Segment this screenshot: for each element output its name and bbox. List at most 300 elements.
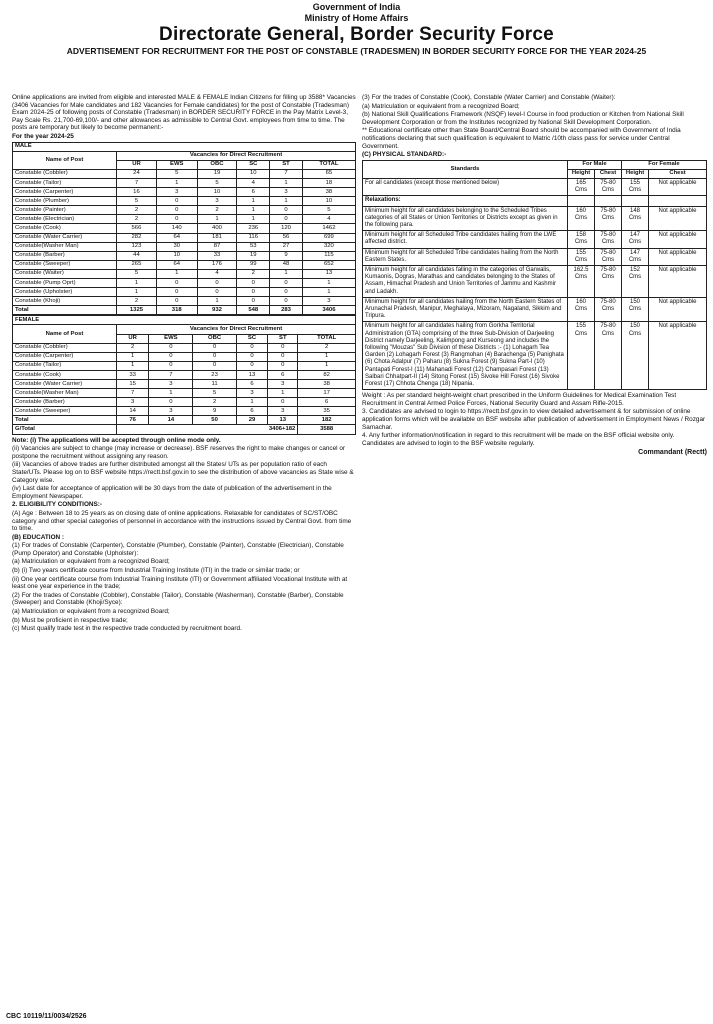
vacancy-cell: 3 [117,398,149,407]
vacancy-cell: 11 [193,380,236,389]
vacancy-cell: 140 [156,224,197,233]
female-col-header: SC [236,334,268,343]
female-chest [649,196,707,206]
vacancy-cell: 0 [270,278,303,287]
vacancy-cell: 1 [237,215,270,224]
table-row [13,370,356,379]
vacancy-cell: 282 [117,233,157,242]
vacancy-cell: 0 [268,398,298,407]
table-row [13,224,356,233]
male-height: 160 Cms [568,297,595,322]
male-h-vac: Vacancies for Direct Recruitment [117,151,356,160]
vacancy-cell: 0 [236,352,268,361]
male-label: MALE [13,142,356,151]
table-row [13,407,356,416]
table-row [13,215,356,224]
female-col-header: ST [268,334,298,343]
vacancy-cell: 99 [237,260,270,269]
vacancy-cell: 17 [298,389,356,398]
male-chest: 75-80 Cms [595,178,622,195]
vacancy-cell: 116 [237,233,270,242]
table-row [363,297,707,322]
vacancy-cell: 0 [270,215,303,224]
vacancy-cell: 2 [117,297,157,306]
vacancy-cell: 1 [117,352,149,361]
vacancy-cell: 44 [117,251,157,260]
vacancy-cell: 1 [156,269,197,278]
vacancy-cell: 652 [302,260,355,269]
vacancy-cell: 53 [237,242,270,251]
male-height: 155 Cms [568,322,595,390]
vacancy-cell: 7 [270,169,303,178]
vacancy-cell: 0 [270,297,303,306]
female-height: 150 Cms [622,297,649,322]
vacancy-cell: 3 [268,380,298,389]
female-chest: Not applicable [649,248,707,265]
table-row [13,278,356,287]
male-col-header: ST [270,160,303,169]
female-col-header: UR [117,334,149,343]
table-row [363,196,707,206]
female-col-header: EWS [149,334,193,343]
vacancy-cell: 0 [197,288,237,297]
total-cell: 932 [197,306,237,315]
vacancy-cell: 0 [156,288,197,297]
vacancy-cell: 0 [149,343,193,352]
table-row [13,251,356,260]
vacancy-cell: 7 [117,178,157,187]
table-row [363,231,707,248]
vacancy-cell: 3 [302,297,355,306]
table-row [363,248,707,265]
total-cell: 283 [270,306,303,315]
vacancy-cell: 48 [270,260,303,269]
total-cell: 14 [149,416,193,425]
female-col-header: TOTAL [298,334,356,343]
vacancy-cell: 4 [197,269,237,278]
note-2: (ii) Vacancies are subject to change (may increase or decrease). BSF reserves the right to make changes or cancel or postpone the recruitment without assigning any reason. [12,445,346,460]
standard-text: Minimum height for all candidates belonging to the Scheduled Tribes categories of all States or Union Territories or Districts except as given in the following para. [363,206,568,231]
post-name: Constable (Tailor) [13,361,117,370]
female-chest: Not applicable [649,178,707,195]
vacancy-cell: 9 [193,407,236,416]
vacancy-cell: 0 [149,361,193,370]
standard-text: For all candidates (except those mentioned below) [363,178,568,195]
post-name: Constable (Waiter) [13,269,117,278]
page-title: Directorate General, Border Security Force [159,24,554,45]
vacancy-cell: 5 [193,389,236,398]
vacancy-cell: 7 [149,370,193,379]
male-col-header: EWS [156,160,197,169]
phys-title: (C) PHYSICAL STANDARD:- [362,151,447,159]
table-row [13,380,356,389]
vacancy-cell: 15 [117,380,149,389]
vacancy-cell: 18 [302,178,355,187]
female-col-header: OBC [193,334,236,343]
vacancy-cell: 6 [237,188,270,197]
vacancy-cell: 3 [270,188,303,197]
note-4: (iv) Last date for acceptance of application will be 30 days from the date of publication of the advertisement in the Employment Newspaper. [12,485,332,500]
table-row [13,197,356,206]
vacancy-cell: 5 [302,206,355,215]
female-height: 152 Cms [622,265,649,297]
vacancy-cell: 2 [117,206,157,215]
vacancy-cell: 87 [197,242,237,251]
edu-6: (a) Matriculation or equivalent from a recognized Board; [12,608,170,616]
vacancy-cell: 1 [268,389,298,398]
total-cell: 13 [268,416,298,425]
total-cell: 1325 [117,306,157,315]
vacancy-cell: 1 [117,288,157,297]
gov-label: Government of India [312,2,401,12]
vacancy-cell: 320 [302,242,355,251]
male-col-header: SC [237,160,270,169]
male-vacancy-table [12,142,356,316]
vacancy-cell: 10 [197,188,237,197]
vacancy-cell: 10 [156,251,197,260]
table-row [13,361,356,370]
table-row [363,322,707,390]
phys-h-mc: Chest [595,169,622,178]
vacancy-cell: 13 [236,370,268,379]
phys-h-std: Standards [363,160,568,178]
male-col-header: UR [117,160,157,169]
male-chest: 75-80 Cms [595,322,622,390]
note-1: Note: (i) The applications will be accepted through online mode only. [12,436,221,444]
post-name: Constable (Carpenter) [13,352,117,361]
weight-text: Weight : As per standard height-weight chart prescribed in the Uniform Guidelines for Medical Examination Test Recruitment in Central Armed Police Forces, National Security Guard and Assam Rifle-2015. [362,392,677,407]
vacancy-cell: 6 [236,380,268,389]
male-chest: 75-80 Cms [595,265,622,297]
vacancy-cell: 3 [197,197,237,206]
notes [12,437,356,501]
female-height: 155 Cms [622,178,649,195]
female-chest: Not applicable [649,322,707,390]
table-row [13,178,356,187]
vacancy-cell: 1 [197,297,237,306]
post-name: Constable (Upholster) [13,288,117,297]
post-name: Constable (Cobbler) [13,343,117,352]
vacancy-cell: 1 [117,361,149,370]
male-chest [595,196,622,206]
vacancy-cell: 33 [117,370,149,379]
vacancy-cell: 2 [117,215,157,224]
table-row [13,169,356,178]
vacancy-cell: 3 [156,188,197,197]
female-chest: Not applicable [649,231,707,248]
vacancy-cell: 1 [302,278,355,287]
post-name: Constable (Tailor) [13,178,117,187]
table-row [13,389,356,398]
vacancy-cell: 0 [156,197,197,206]
male-height: 162.5 Cms [568,265,595,297]
eligibility-title: 2. ELIGIBILITY CONDITIONS:- [12,501,103,509]
male-height [568,196,595,206]
vacancy-cell: 0 [193,361,236,370]
advert-subtitle: ADVERTISEMENT FOR RECRUITMENT FOR THE POST OF CONSTABLE (TRADESMEN) IN BORDER SECURITY FORCE FOR THE YEAR 2024-25 [66,46,647,56]
vacancy-cell: 400 [197,224,237,233]
grand-total-row [13,425,356,434]
standard-text: Minimum height for all candidates hailing from the North Eastern States of Arunachal Pradesh, Manipur, Meghalaya, Mizoram, Nagaland, Sikkim and Tripura. [363,297,568,322]
post-name: Constable (Plumber) [13,197,117,206]
post-name: Constable (Khoji) [13,297,117,306]
edu3b: (b) National Skill Qualifications Framework (NSQF) level-I Course in food production or Kitchen from National Skill Development Corporation or from the Institutes recognized by National Skill Development Corporation. [362,111,684,126]
female-height: 150 Cms [622,322,649,390]
female-height: 148 Cms [622,206,649,231]
female-height: 147 Cms [622,248,649,265]
male-height: 165 Cms [568,178,595,195]
age-text: (A) Age : Between 18 to 25 years as on closing date of online applications. Relaxable for candidates of SC/ST/OBC category and other special categories of personnel in accordance with the instructions issued by Central Govt. from time to time. [12,509,352,533]
male-col-header: TOTAL [302,160,355,169]
table-row [13,352,356,361]
vacancy-cell: 0 [268,361,298,370]
vacancy-cell: 0 [237,297,270,306]
intro-text: Online applications are invited from eligible and interested MALE & FEMALE Indian Citizens for filling up 3588* Vacancies (3406 Vacancies for Male candidates and 182 Vacancies for Female candidates) for the post of Constable (Tradesman) Exam 2024-25 of following posts of Constable (Tradesman) in BORDER SECURITY FORCE in the Pay Matrix Level-3, Pay Scale Rs. 21,700-69,100/- and other allowances as admissible to Central Govt. employees from time to time. The posts are temporary but likely to become permanent:- [12,94,356,132]
ministry-label: Ministry of Home Affairs [304,13,409,23]
vacancy-cell: 0 [156,278,197,287]
table-row [363,178,707,195]
vacancy-cell: 0 [268,343,298,352]
post-name: Constable (Cook) [13,370,117,379]
vacancy-cell: 1 [149,389,193,398]
vacancy-cell: 19 [197,169,237,178]
vacancy-cell: 1 [236,398,268,407]
phys-h-female: For Female [622,160,707,169]
vacancy-cell: 38 [298,380,356,389]
vacancy-cell: 3 [268,407,298,416]
female-chest: Not applicable [649,206,707,231]
vacancy-cell: 0 [268,352,298,361]
female-height: 147 Cms [622,231,649,248]
phys-h-fc: Chest [649,169,707,178]
vacancy-cell: 4 [302,215,355,224]
edu-8: (c) Must qualify trade test in the respective trade conducted by recruitment board. [12,625,242,633]
vacancy-cell: 1 [270,197,303,206]
vacancy-cell: 265 [117,260,157,269]
edu-note: ** Educational certificate other than State Board/Central Board should be accompanied with Government of India notifications declaring that such qualification is equivalent to Matric /10th class pass for service under Central Government. [362,127,681,150]
female-label: FEMALE [13,316,356,325]
vacancy-cell: 3 [236,389,268,398]
vacancy-cell: 5 [117,197,157,206]
table-row [363,265,707,297]
header [4,2,709,56]
vacancy-cell: 5 [197,178,237,187]
post-name: Constable(Washer Man) [13,389,117,398]
vacancy-cell: 14 [117,407,149,416]
vacancy-cell: 6 [236,407,268,416]
total-row [13,416,356,425]
phys-h-fh: Height [622,169,649,178]
standard-text: Minimum height for all Scheduled Tribe candidates hailing from the LWE affected district. [363,231,568,248]
total-cell: 29 [236,416,268,425]
edu-4: (ii) One year certificate course from Industrial Training Institute (ITI) or Government affiliated Vocational Institute with at least one year experience in the trade; [12,575,348,591]
vacancy-cell: 3 [149,407,193,416]
vacancy-cell: 1 [298,352,356,361]
post-name: Constable (Water Carrier) [13,380,117,389]
grand-total-mid: 3406+182 [117,425,298,434]
vacancy-cell: 0 [156,215,197,224]
post-name: Constable (Water Carrier) [13,233,117,242]
table-row [13,343,356,352]
vacancy-cell: 0 [270,288,303,297]
vacancy-cell: 0 [197,278,237,287]
vacancy-cell: 0 [156,297,197,306]
vacancy-cell: 2 [197,206,237,215]
total-row [13,306,356,315]
vacancy-cell: 16 [117,188,157,197]
vacancy-cell: 0 [149,352,193,361]
vacancy-cell: 2 [298,343,356,352]
vacancy-cell: 33 [197,251,237,260]
total-label: Total [13,306,117,315]
vacancy-cell: 82 [298,370,356,379]
vacancy-cell: 120 [270,224,303,233]
vacancy-cell: 0 [237,288,270,297]
vacancy-cell: 1 [156,178,197,187]
vacancy-cell: 566 [117,224,157,233]
total-cell: 548 [237,306,270,315]
vacancy-cell: 1 [270,178,303,187]
vacancy-cell: 64 [156,233,197,242]
vacancy-cell: 2 [117,343,149,352]
vacancy-cell: 181 [197,233,237,242]
post-name: Constable(Washer Man) [13,242,117,251]
right-column [362,94,707,1004]
vacancy-cell: 6 [298,398,356,407]
para-3: 3. Candidates are advised to login to https://rectt.bsf.gov.in to view detailed advertisement & for submission of online application forms which will be available on BSF website after publication of advertisement in Employment News / Rozgar Samachar. [362,408,706,431]
standard-text: Minimum height for all candidates falling in the categories of Garwalis, Kumaonis, Dogras, Marathas and candidates belonging to the States of Assam, Himachal Pradesh and Union Territories of Jammu and Kashmir and Ladakh. [363,265,568,297]
male-chest: 75-80 Cms [595,248,622,265]
left-column [12,94,356,1004]
vacancy-cell: 2 [193,398,236,407]
vacancy-cell: 115 [302,251,355,260]
vacancy-cell: 0 [236,343,268,352]
total-cell: 182 [298,416,356,425]
standard-text: Minimum height for all Scheduled Tribe candidates hailing from the North Eastern States. [363,248,568,265]
vacancy-cell: 1 [237,206,270,215]
total-cell: 50 [193,416,236,425]
signature-label: Commandant (Rectt) [638,449,707,457]
vacancy-cell: 23 [193,370,236,379]
post-name: Constable (Barber) [13,251,117,260]
table-row [363,206,707,231]
vacancy-cell: 0 [236,361,268,370]
edu-3: (b) (i) Two years certificate course from Industrial Training Institute (ITI) in the trade or similar trade; or [12,567,300,575]
vacancy-cell: 64 [156,260,197,269]
physical-standard-table [362,160,707,390]
grand-total-label: G/Total [13,425,117,434]
vacancy-cell: 0 [193,352,236,361]
vacancy-cell: 6 [268,370,298,379]
edu-7: (b) Must be proficient in respective trade; [12,616,128,624]
vacancy-cell: 123 [117,242,157,251]
vacancy-cell: 699 [302,233,355,242]
vacancy-cell: 1 [302,288,355,297]
grand-total-value: 3588 [298,425,356,434]
vacancy-cell: 24 [117,169,157,178]
vacancy-cell: 3 [149,380,193,389]
standard-text: Relaxations: [363,196,568,206]
post-name: Constable (Barber) [13,398,117,407]
vacancy-cell: 13 [302,269,355,278]
female-height [622,196,649,206]
post-name: Constable (Pump Oprt) [13,278,117,287]
standard-text: Minimum height for all candidates hailing from Gorkha Territorial Administration (GTA) comprising of the three Sub-Division of Darjeeling District namely Darjeeling, Kalimpong and Kurseong and includes the following "Mouzas" Sub Division of these Districts :- (1) Lohagarh Tea Garden (2) Lohagarh Forest (3) Rangmohan (4) Barachenga (5) Panighata (6) Chota Adalpur (7) Paharu (8) Sukna Forest (9) Sukna Part-I (10) Pantapati Forest-I (11) Mahanadi Forest (12) Champasari Forest (13) Salbari Chhatpart-II (14) Sitong Forest (15) Sivoke Hill Forest (16) Sivoke Forest (17) Chhota Chenga (18) Nipania. [363,322,568,390]
table-row [13,297,356,306]
vacancy-cell: 5 [156,169,197,178]
vacancy-cell: 176 [197,260,237,269]
vacancy-cell: 236 [237,224,270,233]
vacancy-cell: 1 [197,215,237,224]
vacancy-cell: 1 [298,361,356,370]
male-chest: 75-80 Cms [595,297,622,322]
vacancy-cell: 1 [117,278,157,287]
male-h-post: Name of Post [13,151,117,169]
vacancy-cell: 56 [270,233,303,242]
vacancy-cell: 0 [149,398,193,407]
vacancy-cell: 0 [237,278,270,287]
female-vacancy-table [12,315,356,434]
male-chest: 75-80 Cms [595,206,622,231]
female-chest: Not applicable [649,265,707,297]
advertisement-page [4,2,709,1022]
vacancy-cell: 9 [270,251,303,260]
edu-1: (1) For trades of Constable (Carpenter), Constable (Plumber), Constable (Painter), Constable (Electrician), Constable (Pump Operator) and Constable (Upholster): [12,542,344,557]
table-row [13,233,356,242]
female-h-vac: Vacancies for Direct Recruitment [117,325,356,334]
post-name: Constable (Carpenter) [13,188,117,197]
male-chest: 75-80 Cms [595,231,622,248]
edu3: (3) For the trades of Constable (Cook), Constable (Water Carrier) and Constable (Waiter): [362,94,616,101]
vacancy-cell: 0 [193,343,236,352]
post-name: Constable (Painter) [13,206,117,215]
female-h-post: Name of Post [13,325,117,343]
total-cell: 3406 [302,306,355,315]
vacancy-cell: 65 [302,169,355,178]
table-row [13,242,356,251]
male-height: 160 Cms [568,206,595,231]
vacancy-cell: 1462 [302,224,355,233]
vacancy-cell: 35 [298,407,356,416]
post-name: Constable (Sweeper) [13,407,117,416]
post-name: Constable (Cook) [13,224,117,233]
phys-h-male: For Male [568,160,622,169]
note-3: (iii) Vacancies of above trades are further distributed amongst all the States/ UTs as per population ratio of each State/UTs. Please log on to BSF website https://rectt.bsf.gov.in to see the distribution of above vacancies as State wise & Category wise. [12,461,354,484]
vacancy-cell: 38 [302,188,355,197]
male-height: 155 Cms [568,248,595,265]
table-row [13,288,356,297]
table-row [13,206,356,215]
table-row [13,269,356,278]
year-label: For the year 2024-25 [12,132,74,140]
edu-2: (a) Matriculation or equivalent from a recognized Board; [12,558,170,566]
vacancy-cell: 7 [117,389,149,398]
table-row [13,188,356,197]
table-row [13,260,356,269]
vacancy-cell: 10 [237,169,270,178]
vacancy-cell: 4 [237,178,270,187]
vacancy-cell: 10 [302,197,355,206]
vacancy-cell: 19 [237,251,270,260]
total-cell: 76 [117,416,149,425]
vacancy-cell: 1 [237,197,270,206]
vacancy-cell: 5 [117,269,157,278]
post-name: Constable (Sweeper) [13,260,117,269]
female-chest: Not applicable [649,297,707,322]
edu-title: (B) EDUCATION : [12,533,65,541]
para-4: 4. Any further information/notification in regard to this recruitment will be made on the BSF official website only. Candidates are advised to login to the BSF website regularly. [362,432,675,447]
post-name: Constable (Cobbler) [13,169,117,178]
